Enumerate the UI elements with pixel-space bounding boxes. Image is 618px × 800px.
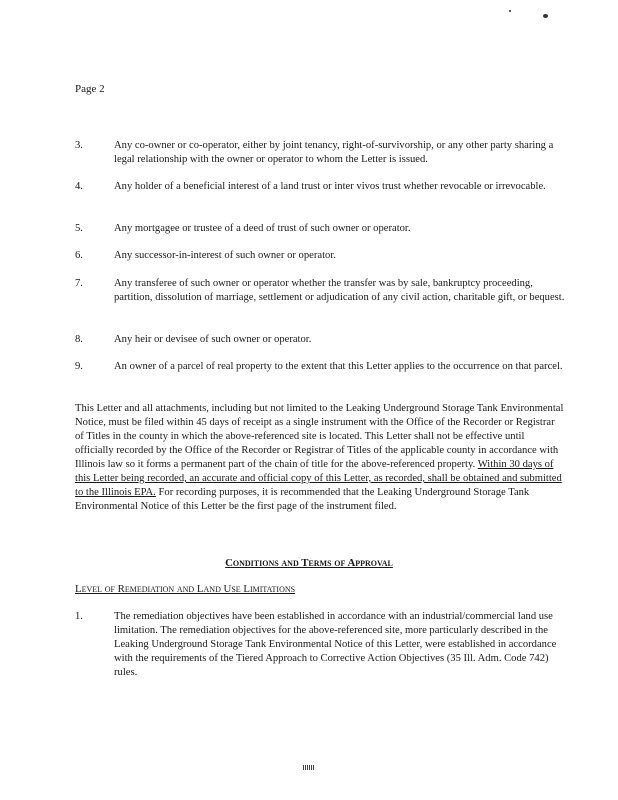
list-item-number: 1.	[75, 611, 83, 622]
list-item-number: 5.	[75, 223, 83, 234]
list-item-text: Any mortgagee or trustee of a deed of trust of such owner or operator.	[114, 223, 411, 234]
scan-mark	[303, 765, 315, 770]
list-item-number: 4.	[75, 181, 83, 192]
list-item-text: The remediation objectives have been established in accordance with an industrial/commercial land use limitation. The remediation objectives for the above-referenced site, more particularly described in the Leaking Underground Storage Tank Environmental Notice of this Letter, were established in accordance with the requirements of the Tiered Approach to Corrective Action Objectives (35 Ill. Adm. Code 742) rules.	[114, 611, 557, 678]
list-item-number: 6.	[75, 250, 83, 261]
list-item	[75, 333, 565, 347]
scan-speck	[543, 14, 548, 18]
list-item	[75, 249, 565, 263]
paragraph-underlined-text: Within 30 days of this Letter being recorded, an accurate and official copy of this Letter, as recorded, shall be obtained and submitted to the Illinois EPA.	[75, 459, 562, 498]
level-heading: Level of Remediation and Land Use Limitations	[75, 583, 296, 595]
list-item	[75, 222, 565, 236]
conditions-heading: Conditions and Terms of Approval	[225, 557, 393, 569]
page-number-label: Page 2	[75, 83, 105, 95]
list-item	[75, 139, 565, 167]
list-item	[75, 277, 565, 305]
list-item-text: An owner of a parcel of real property to the extent that this Letter applies to the occurrence on that parcel.	[114, 361, 563, 372]
list-item-number: 3.	[75, 140, 83, 151]
list-item-number: 9.	[75, 361, 83, 372]
list-item-number: 7.	[75, 278, 83, 289]
list-item-text: Any successor-in-interest of such owner or operator.	[114, 250, 336, 261]
paragraph-text: This Letter and all attachments, including but not limited to the Leaking Underground Storage Tank Environmental Notice, must be filed within 45 days of receipt as a single instrument with the Office of the Recorder or Registrar of Titles in the county in which the above-referenced site is located. This Letter shall not be effective until officially recorded by the Office of the Recorder or Registrar of Titles of the applicable county in accordance with Illinois law so it forms a permanent part of the chain of title for the above-referenced property.	[75, 403, 564, 470]
list-item	[75, 360, 565, 374]
scan-speck	[509, 10, 511, 12]
paragraph-text: For recording purposes, it is recommended that the Leaking Underground Storage Tank Environmental Notice of this Letter be the first page of the instrument filed.	[75, 487, 530, 512]
list-item	[75, 610, 565, 680]
list-item-text: Any heir or devisee of such owner or operator.	[114, 334, 312, 345]
list-item-text: Any co-owner or co-operator, either by joint tenancy, right-of-survivorship, or any other party sharing a legal relationship with the owner or operator to whom the Letter is issued.	[114, 140, 554, 165]
recording-paragraph	[75, 402, 565, 514]
list-item	[75, 180, 565, 194]
list-item-text: Any holder of a beneficial interest of a land trust or inter vivos trust whether revocable or irrevocable.	[114, 181, 546, 192]
list-item-number: 8.	[75, 334, 83, 345]
list-item-text: Any transferee of such owner or operator whether the transfer was by sale, bankruptcy proceeding, partition, dissolution of marriage, settlement or adjudication of any civil action, charitable gift, or bequest.	[114, 278, 565, 303]
